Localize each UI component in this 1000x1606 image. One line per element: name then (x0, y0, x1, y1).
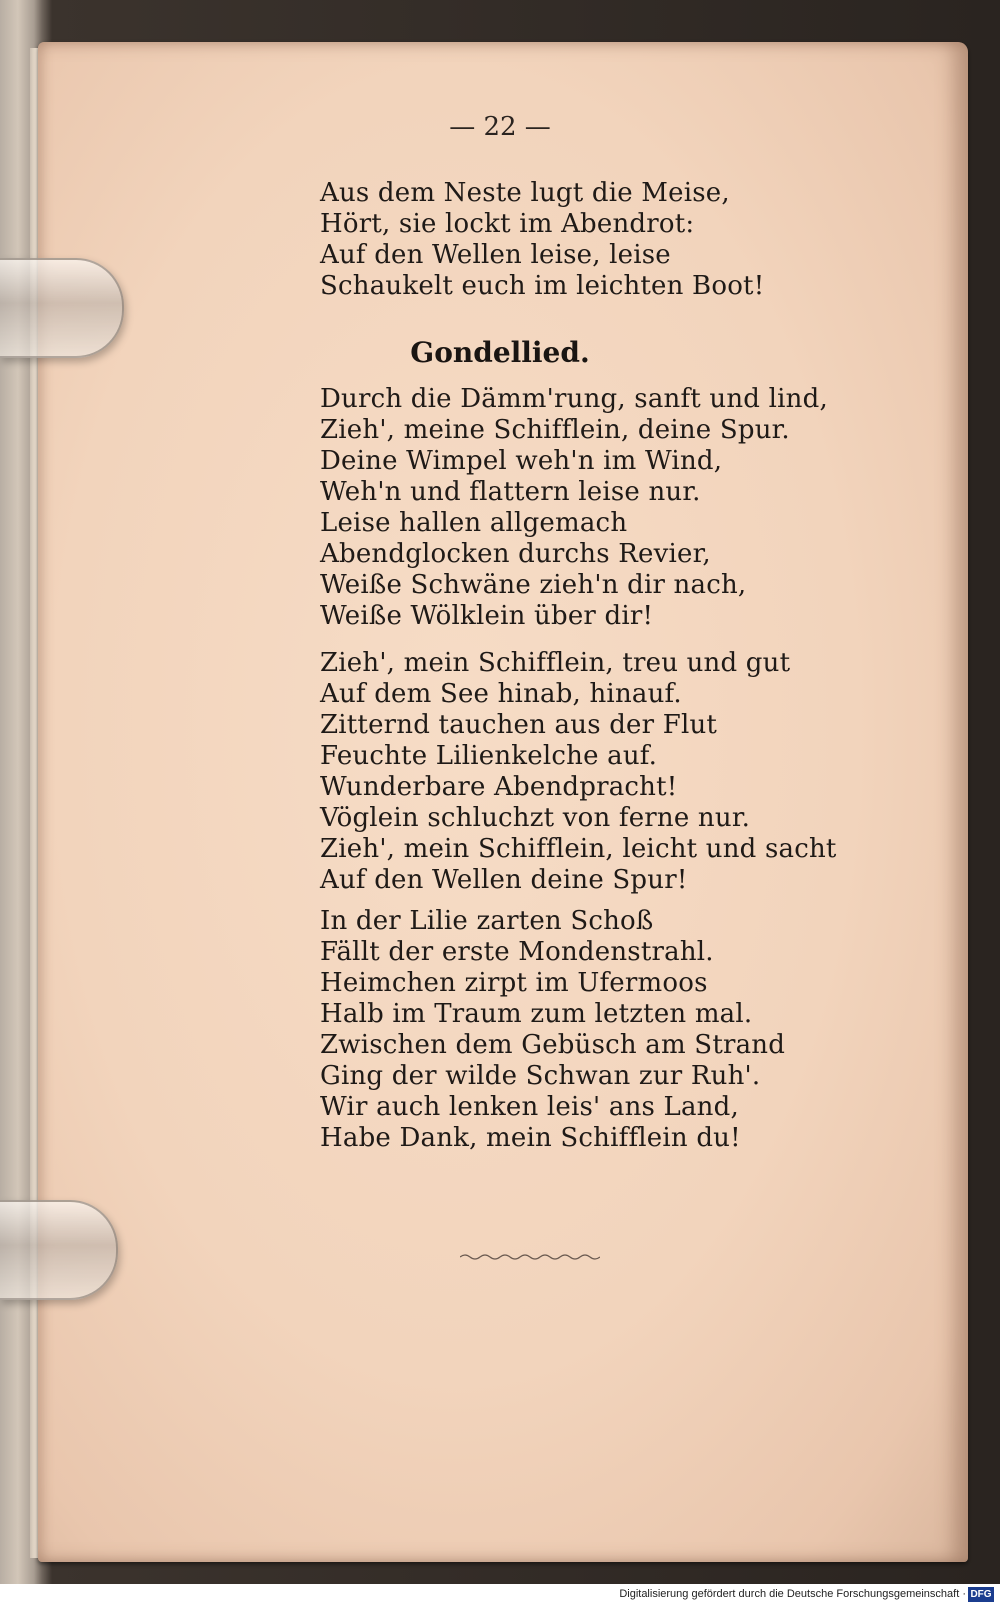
page-clip-bottom (0, 1200, 118, 1300)
page-number: — 22 — (449, 112, 551, 142)
verse-line: Fällt der erste Mondenstrahl. (320, 937, 714, 967)
stanza-1 (320, 384, 828, 632)
verse-line: Wir auch lenken leis' ans Land, (320, 1092, 739, 1122)
wavy-ornament (460, 1250, 600, 1264)
verse-line: Vöglein schluchzt von ferne nur. (320, 803, 751, 833)
footer-bar (0, 1584, 1000, 1606)
verse-line: Hört, sie lockt im Abendrot: (320, 209, 695, 239)
stanza-2 (320, 648, 837, 896)
verse-line: Ging der wilde Schwan zur Ruh'. (320, 1061, 761, 1091)
verse-line: Zitternd tauchen aus der Flut (320, 710, 718, 740)
verse-line: Weiße Wölklein über dir! (320, 601, 654, 631)
poem-title: Gondellied. (410, 336, 590, 369)
verse-line: Wunderbare Abendpracht! (320, 772, 678, 802)
verse-line: Weiße Schwäne zieh'n dir nach, (320, 570, 747, 600)
verse-line: Zwischen dem Gebüsch am Strand (320, 1030, 786, 1060)
verse-line: Habe Dank, mein Schifflein du! (320, 1123, 741, 1153)
verse-line: Leise hallen allgemach (320, 508, 628, 538)
verse-line: Auf den Wellen deine Spur! (320, 865, 688, 895)
verse-line: Deine Wimpel weh'n im Wind, (320, 446, 723, 476)
verse-line: Durch die Dämm'rung, sanft und lind, (320, 384, 828, 414)
verse-line: Auf dem See hinab, hinauf. (320, 679, 682, 709)
verse-line: Feuchte Lilienkelche auf. (320, 741, 658, 771)
stanza-3 (320, 906, 785, 1154)
verse-line: Zieh', meine Schifflein, deine Spur. (320, 415, 790, 445)
verse-line: In der Lilie zarten Schoß (320, 906, 654, 936)
verse-line: Zieh', mein Schifflein, treu und gut (320, 648, 791, 678)
verse-line: Schaukelt euch im leichten Boot! (320, 271, 765, 301)
verse-line: Weh'n und flattern leise nur. (320, 477, 701, 507)
stanza-intro (320, 178, 764, 302)
verse-line: Zieh', mein Schifflein, leicht und sacht (320, 834, 837, 864)
verse-line: Halb im Traum zum letzten mal. (320, 999, 753, 1029)
verse-line: Abendglocken durchs Revier, (320, 539, 711, 569)
dfg-logo: DFG (968, 1587, 994, 1602)
funding-credit: Digitalisierung gefördert durch die Deutsche Forschungsgemeinschaft · (619, 1588, 966, 1600)
verse-line: Heimchen zirpt im Ufermoos (320, 968, 708, 998)
verse-line: Aus dem Neste lugt die Meise, (320, 178, 730, 208)
verse-line: Auf den Wellen leise, leise (320, 240, 671, 270)
